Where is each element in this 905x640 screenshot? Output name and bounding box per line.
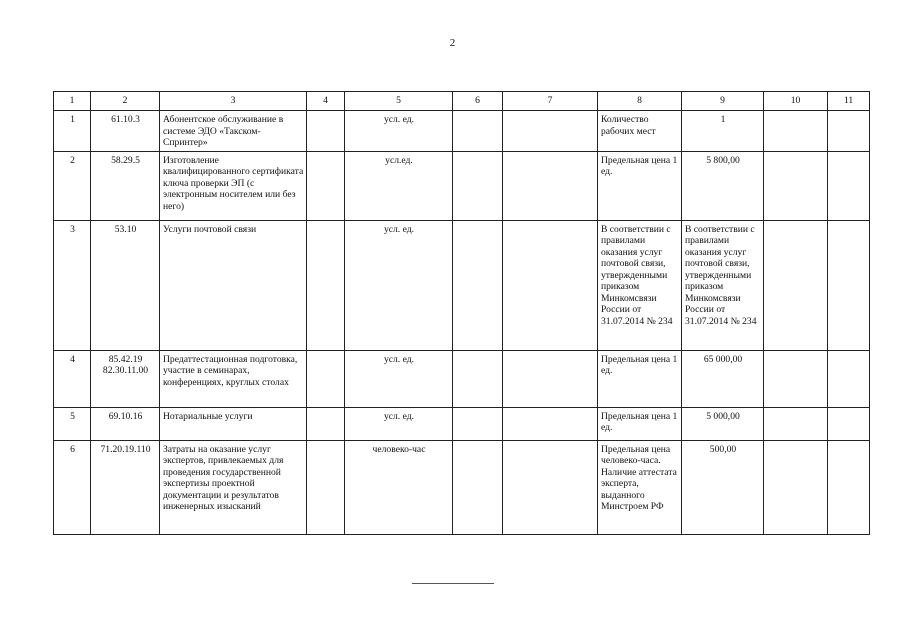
row-number: 2 (54, 151, 91, 220)
okpd-code: 85.42.19 82.30.11.00 (91, 350, 160, 407)
col-11-cell (828, 220, 870, 350)
value: 5 000,00 (682, 407, 764, 440)
okpd-code: 71.20.19.110 (91, 440, 160, 534)
unit-of-measure: усл.ед. (345, 151, 453, 220)
requirements-table (53, 91, 870, 535)
service-name: Услуги почтовой связи (160, 220, 307, 350)
col-10-cell (764, 350, 828, 407)
col-6-cell (453, 111, 503, 152)
column-header-5: 5 (345, 92, 453, 111)
table-row (54, 440, 870, 534)
footer-rule (412, 583, 494, 584)
col-10-cell (764, 151, 828, 220)
characteristic: В соответствии с правилами оказания услуг почтовой связи, утвержденными приказом Минкомсвязи России от 31.07.2014 № 234 (598, 220, 682, 350)
table-row (54, 111, 870, 152)
column-header-2: 2 (91, 92, 160, 111)
col-10-cell (764, 111, 828, 152)
unit-of-measure: человеко-час (345, 440, 453, 534)
service-name: Затраты на оказание услуг экспертов, привлекаемых для проведения государственной экспертизы проектной документации и результатов инженерных изысканий (160, 440, 307, 534)
column-header-10: 10 (764, 92, 828, 111)
col-4-cell (307, 220, 345, 350)
col-6-cell (453, 350, 503, 407)
col-11-cell (828, 350, 870, 407)
characteristic: Предельная цена 1 ед. (598, 407, 682, 440)
service-name: Нотариальные услуги (160, 407, 307, 440)
value: 1 (682, 111, 764, 152)
column-header-3: 3 (160, 92, 307, 111)
okpd-code: 58.29.5 (91, 151, 160, 220)
col-4-cell (307, 111, 345, 152)
col-4-cell (307, 350, 345, 407)
col-7-cell (503, 440, 598, 534)
col-10-cell (764, 407, 828, 440)
characteristic: Предельная цена человеко-часа. Наличие аттестата эксперта, выданного Минстроем РФ (598, 440, 682, 534)
row-number: 3 (54, 220, 91, 350)
col-11-cell (828, 440, 870, 534)
col-7-cell (503, 111, 598, 152)
value: В соответствии с правилами оказания услуг почтовой связи, утвержденными приказом Минкомсвязи России от 31.07.2014 № 234 (682, 220, 764, 350)
okpd-code: 53.10 (91, 220, 160, 350)
col-4-cell (307, 407, 345, 440)
table-row (54, 407, 870, 440)
value: 500,00 (682, 440, 764, 534)
col-7-cell (503, 220, 598, 350)
col-6-cell (453, 440, 503, 534)
col-4-cell (307, 151, 345, 220)
value: 5 800,00 (682, 151, 764, 220)
col-10-cell (764, 440, 828, 534)
characteristic: Количество рабочих мест (598, 111, 682, 152)
characteristic: Предельная цена 1 ед. (598, 350, 682, 407)
col-10-cell (764, 220, 828, 350)
row-number: 5 (54, 407, 91, 440)
unit-of-measure: усл. ед. (345, 111, 453, 152)
col-6-cell (453, 151, 503, 220)
row-number: 4 (54, 350, 91, 407)
service-name: Предаттестационная подготовка, участие в семинарах, конференциях, круглых столах (160, 350, 307, 407)
unit-of-measure: усл. ед. (345, 220, 453, 350)
unit-of-measure: усл. ед. (345, 350, 453, 407)
value: 65 000,00 (682, 350, 764, 407)
col-4-cell (307, 440, 345, 534)
column-header-8: 8 (598, 92, 682, 111)
okpd-code: 69.10.16 (91, 407, 160, 440)
header-row (54, 92, 870, 111)
column-header-6: 6 (453, 92, 503, 111)
row-number: 6 (54, 440, 91, 534)
col-6-cell (453, 407, 503, 440)
col-7-cell (503, 407, 598, 440)
col-11-cell (828, 151, 870, 220)
service-name: Изготовление квалифицированного сертификата ключа проверки ЭП (с электронным носителем или без него) (160, 151, 307, 220)
table-row (54, 350, 870, 407)
col-7-cell (503, 151, 598, 220)
unit-of-measure: усл. ед. (345, 407, 453, 440)
service-name: Абонентское обслуживание в системе ЭДО «Такском-Спринтер» (160, 111, 307, 152)
table-row (54, 151, 870, 220)
col-7-cell (503, 350, 598, 407)
column-header-11: 11 (828, 92, 870, 111)
page-number: 2 (449, 37, 456, 49)
table-row (54, 220, 870, 350)
col-11-cell (828, 407, 870, 440)
column-header-9: 9 (682, 92, 764, 111)
characteristic: Предельная цена 1 ед. (598, 151, 682, 220)
row-number: 1 (54, 111, 91, 152)
column-header-1: 1 (54, 92, 91, 111)
okpd-code: 61.10.3 (91, 111, 160, 152)
column-header-4: 4 (307, 92, 345, 111)
col-11-cell (828, 111, 870, 152)
column-header-7: 7 (503, 92, 598, 111)
col-6-cell (453, 220, 503, 350)
